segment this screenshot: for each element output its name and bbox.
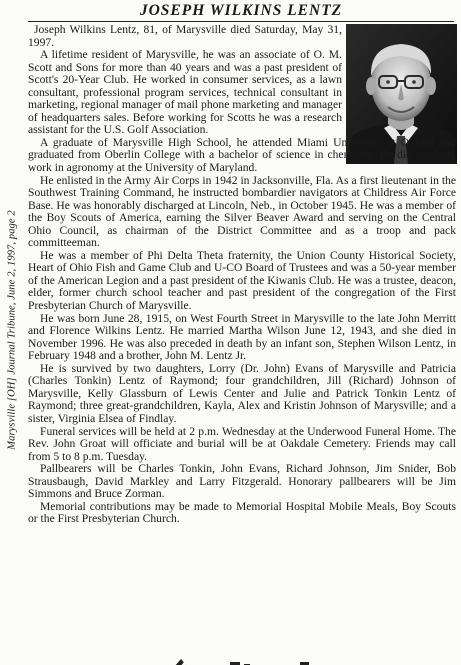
paragraph-career: A lifetime resident of Marysville, he was an associate of O. M. Scott and Sons for more than 40 years and was a past president of Scott's 20-Year Club. He worked in consumer services, as a lawn consultant, professional program services, technical consultant in marketing, regional manager of mail phone marketing and manager of headquarters sales. Before working for Scotts he was a research assistant for the U.S. Golf Association. [28, 48, 342, 137]
obituary-body [28, 24, 456, 526]
paragraph-memberships: He was a member of Phi Delta Theta fraternity, the Union County Historical Society, Heart of Ohio Fish and Game Club and U-CO Board of Trustees and was a 50-year member of the American Legion and a past president of the Kiwanis Club. He was a trustee, deacon, elder, former church school teacher and past president of the congregation of the First Presbyterian Church of Marysville. [28, 248, 456, 313]
text-beside-photo [28, 24, 342, 137]
cut-off-advertisement-edge [170, 654, 460, 665]
cut-off-logo-icon [170, 656, 460, 665]
source-caption [2, 10, 22, 650]
paragraph-funeral-services: Funeral services will be held at 2 p.m. Wednesday at the Underwood Funeral Home. The Rev. John Groat will officiate and burial will be at Oakdale Cemetery. Friends may call from 5 to 8 p.m. Tuesday. [28, 424, 456, 463]
source-caption-text: Marysville [OH] Journal Tribune, June 2, 1997, page 2 [6, 210, 18, 450]
paragraph-death-notice: Joseph Wilkins Lentz, 81, of Marysville died Saturday, May 31, 1997. [28, 23, 342, 49]
paragraph-memorial-contributions: Memorial contributions may be made to Memorial Hospital Mobile Meals, Boy Scouts or the First Presbyterian Church. [28, 499, 456, 526]
paragraph-family-history: He was born June 28, 1915, on West Fourth Street in Marysville to the late John Merritt and Florence Wilkins Lentz. He married Martha Wilson June 12, 1943, and she died in November 1996. He was also preceded in death by an infant son, Stephen Wilson Lentz, in February 1948 and a brother, John M. Lentz Jr. [28, 311, 456, 363]
headline-rule [28, 21, 454, 22]
paragraph-pallbearers: Pallbearers will be Charles Tonkin, John Evans, Richard Johnson, Jim Snider, Bob Strausbaugh, David Markley and Larry Fitzgerald. Honorary pallbearers will be Jim Simmons and Bruce Zorman. [28, 462, 456, 501]
paragraph-military-service: He enlisted in the Army Air Corps in 1942 in Jacksonville, Fla. As a first lieutenant in the Southwest Training Command, he instructed bombardier navigators at Childress Air Force Base. He was honorably discharged at Lincoln, Neb., in October 1945. He was a member of the Boy Scouts of America, earning the Silver Beaver Award and serving on the Central Ohio Council, as chairman of the District Committee and as a troop and pack committeeman. [28, 173, 456, 250]
paragraph-education: A graduate of Marysville High School, he attended Miami University at Oxford and graduated from Oberlin College with a bachelor of science in chemistry. He did graduate work in agronomy at the University of Maryland. [28, 135, 456, 175]
obituary-headline: JOSEPH WILKINS LENTZ [139, 2, 343, 19]
paragraph-survivors: He is survived by two daughters, Lorry (Dr. John) Evans of Marysville and Patricia (Charles Tonkin) Lentz of Raymond; four grandchildren, Jill (Richard) Johnson of Marysville, Kelly Glassburn of Lewis Center and Julie and Patrick Tonkin Lentz of Raymond; three great-grandchildren, Kayla, Alex and Kristin Johnson of Marysville; and a sister, Virginia Elsea of Findlay. [28, 361, 456, 425]
